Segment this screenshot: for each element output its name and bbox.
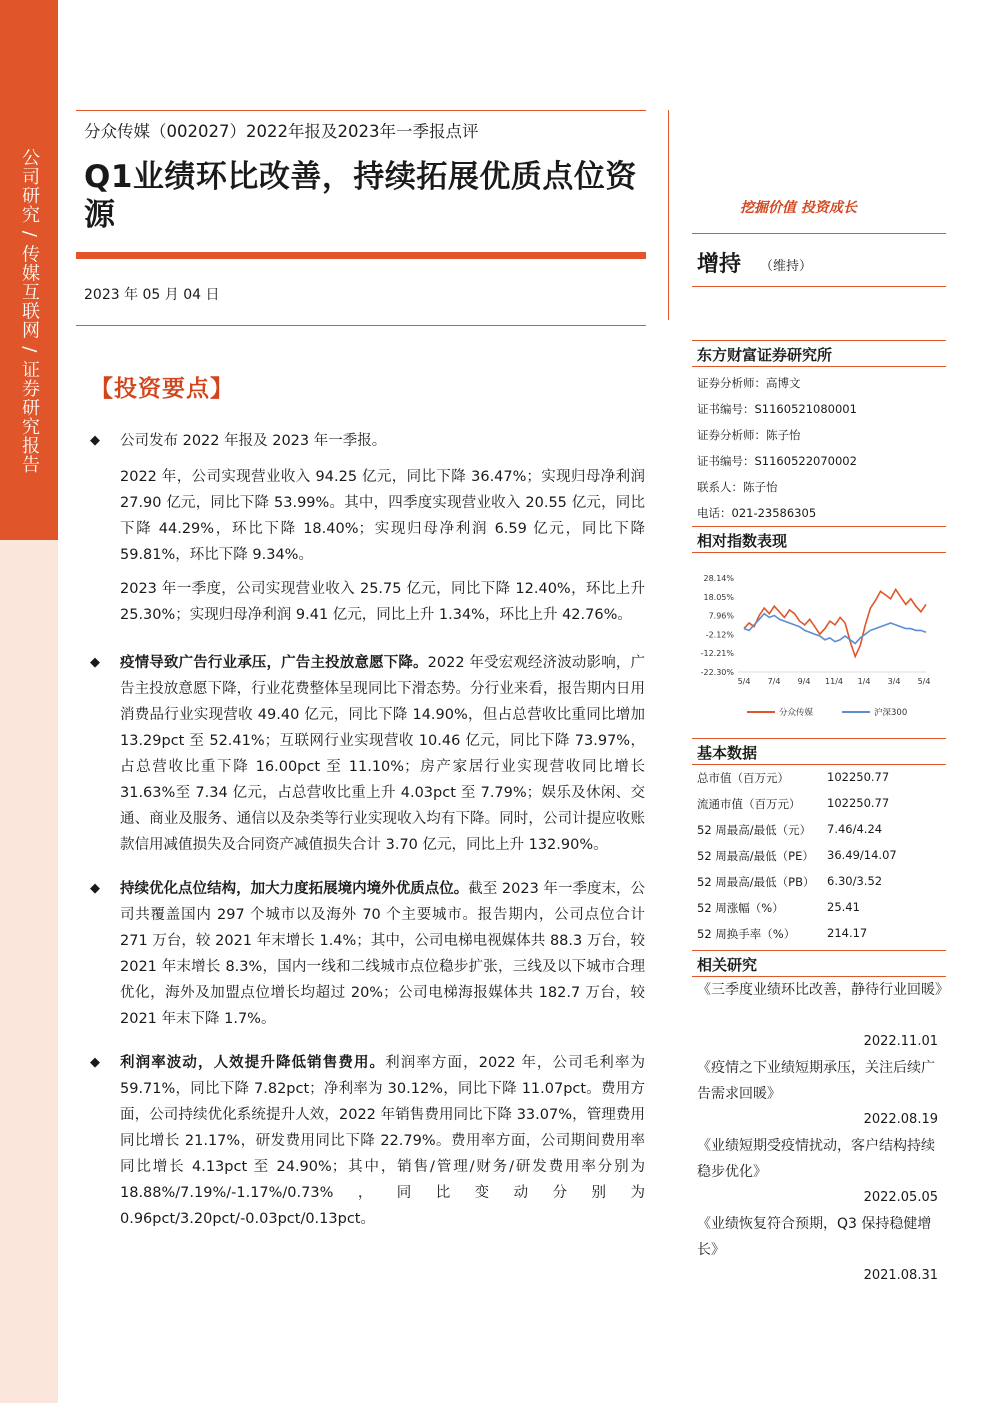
basic-label: 流通市值（百万元） bbox=[697, 797, 801, 811]
diamond-bullet-icon: ◆ bbox=[90, 433, 100, 448]
point-text: 公司发布 2022 年报及 2023 年一季报。 bbox=[120, 433, 387, 449]
point-lead: 持续优化点位结构，加大力度拓展境内境外优质点位。 bbox=[120, 881, 469, 897]
x-tick-label: 9/4 bbox=[797, 677, 811, 686]
legend-label: 沪深300 bbox=[874, 708, 908, 718]
x-tick-label: 7/4 bbox=[767, 677, 781, 686]
section-title: 【投资要点】 bbox=[90, 376, 234, 402]
x-tick-label: 11/4 bbox=[825, 677, 843, 686]
y-tick-label: -12.21% bbox=[700, 649, 734, 659]
analyst-line: 证券分析师：高博文 bbox=[697, 376, 801, 390]
diamond-bullet-icon: ◆ bbox=[90, 655, 100, 670]
basic-label: 52 周涨幅（%） bbox=[697, 901, 784, 915]
analyst-line: 证书编号：S1160521080001 bbox=[697, 402, 857, 416]
basic-label: 总市值（百万元） bbox=[697, 771, 789, 785]
institute-rule-bottom bbox=[692, 366, 946, 367]
basic-value: 25.41 bbox=[827, 900, 860, 914]
point-1 bbox=[90, 464, 645, 568]
related-report-date: 2021.08.31 bbox=[863, 1268, 938, 1283]
chart-rule-top bbox=[692, 526, 946, 527]
basic-value: 7.46/4.24 bbox=[827, 822, 883, 836]
basic-data-title: 基本数据 bbox=[697, 744, 758, 762]
related-report-date: 2022.05.05 bbox=[863, 1190, 938, 1205]
diamond-bullet-icon: ◆ bbox=[90, 1055, 100, 1070]
series-line bbox=[744, 614, 926, 644]
rating-rule-bottom bbox=[692, 286, 946, 287]
y-tick-label: 7.96% bbox=[708, 611, 734, 621]
relative-index-chart bbox=[692, 566, 946, 726]
analyst-line: 电话：021-23586305 bbox=[697, 506, 817, 520]
y-tick-label: -2.12% bbox=[705, 630, 734, 640]
x-tick-label: 5/4 bbox=[737, 677, 751, 686]
basic-rule-bottom bbox=[692, 764, 946, 765]
x-tick-label: 1/4 bbox=[857, 677, 871, 686]
analyst-line: 联系人：陈子怡 bbox=[697, 480, 778, 494]
point-4 bbox=[90, 876, 645, 1032]
rating-note: （维持） bbox=[760, 259, 813, 274]
diamond-bullet-icon: ◆ bbox=[90, 881, 100, 896]
header-divider bbox=[668, 110, 669, 320]
point-text: 2022 年，公司实现营业收入 94.25 亿元，同比下降 36.47%；实现归母净利润 27.90 亿元，同比下降 53.99%。其中，四季度实现营业收入 20.55 亿元，同比下降 44.29%，环比下降 18.40%；实现归母净利润 6.59 亿元，同比下降 59.81%，环比下降 9.34%。 bbox=[120, 469, 645, 563]
basic-label: 52 周最高/最低（PE） bbox=[697, 849, 814, 863]
page-title: Q1业绩环比改善，持续拓展优质点位资源 bbox=[84, 159, 637, 233]
basic-value: 214.17 bbox=[827, 926, 868, 940]
point-2 bbox=[90, 576, 645, 628]
basic-value: 102250.77 bbox=[827, 770, 890, 784]
analyst-line: 证书编号：S1160522070002 bbox=[697, 454, 857, 468]
point-text: 2022 年受宏观经济波动影响，广告主投放意愿下降，行业花费整体呈现同比下滑态势。分行业来看，报告期内日用消费品行业实现营收 49.40 亿元，同比下降 14.90%，但占总营收比重同比增加 13.29pct 至 52.41%；互联网行业实现营收 10.46 亿元，同比下降 73.97%，占总营收比重下降 16.00pct 至 11.10%；房产家居行业实现营收同比增长 31.63%至 7.34 亿元，占总营收比重上升 4.03pct 至 7.79%；娱乐及休闲、交通、商业及服务、通信以及杂类等行业实现收入均有下降。同时，公司计提应收账款信用减值损失及合同资产减值损失合计 3.70 亿元，同比上升 132.90%。 bbox=[120, 655, 645, 853]
basic-value: 36.49/14.07 bbox=[827, 848, 897, 862]
point-lead: 利润率波动，人效提升降低销售费用。 bbox=[120, 1055, 386, 1071]
related-title: 相关研究 bbox=[697, 956, 758, 974]
related-rule-top bbox=[692, 950, 946, 951]
basic-value: 102250.77 bbox=[827, 796, 890, 810]
point-5 bbox=[90, 1050, 645, 1232]
basic-label: 52 周最高/最低（元） bbox=[697, 823, 812, 837]
investment-points bbox=[90, 428, 645, 1242]
point-lead: 疫情导致广告行业承压，广告主投放意愿下降。 bbox=[120, 655, 428, 671]
point-0 bbox=[90, 428, 645, 454]
y-tick-label: -22.30% bbox=[700, 668, 734, 677]
institute-name: 东方财富证券研究所 bbox=[697, 346, 833, 364]
basic-value: 6.30/3.52 bbox=[827, 874, 883, 888]
report-date: 2023 年 05 月 04 日 bbox=[84, 287, 220, 303]
sidebar bbox=[0, 0, 58, 1403]
point-text: 截至 2023 年一季度末，公司共覆盖国内 297 个城市以及海外 70 个主要城市。报告期内，公司点位合计 271 万台，较 2021 年末增长 1.4%；其中，公司电梯电视媒体共 88.3 万台，较 2021 年末增长 8.3%，国内一线和二线城市点位稳步扩张，三线及以下城市合理优化，海外及加盟点位增长均超过 20%；公司电梯海报媒体共 182.7 万台，较 2021 年末下降 1.7%。 bbox=[120, 881, 645, 1027]
sidebar-label: 公司研究 / 传媒互联网 / 证券研究报告 bbox=[19, 148, 40, 475]
y-tick-label: 28.14% bbox=[703, 574, 734, 583]
point-text: 2023 年一季度，公司实现营业收入 25.75 亿元，同比下降 12.40%，环比上升 25.30%；实现归母净利润 9.41 亿元，同比上升 1.34%，环比上升 42.76%。 bbox=[120, 581, 645, 623]
rating: 增持 bbox=[697, 252, 742, 277]
related-report-title[interactable]: 《疫情之下业绩短期承压，关注后续广告需求回暖》 bbox=[697, 1060, 935, 1102]
point-text: 利润率方面，2022 年，公司毛利率为 59.71%，同比下降 7.82pct；净利率为 30.12%，同比下降 11.07pct。费用方面，公司持续优化系统提升人效，2022 年销售费用同比下降 33.07%，管理费用同比增长 21.17%，研发费用同比下降 22.79%。费用率方面，公司期间费用率同比增长 4.13pct 至 24.90%；其中，销售/管理/财务/研发费用率分别为 18.88%/7.19%/-1.17%/0.73%，同比变动分别为 0.96pct/3.20pct/-0.03pct/0.13pct。 bbox=[120, 1055, 645, 1227]
chart-title: 相对指数表现 bbox=[697, 532, 788, 550]
related-report-title[interactable]: 《业绩恢复符合预期，Q3 保持稳健增长》 bbox=[697, 1216, 932, 1258]
related-report-date: 2022.08.19 bbox=[863, 1112, 938, 1127]
basic-rule-top bbox=[692, 738, 946, 739]
header-rule-top bbox=[76, 110, 646, 111]
basic-label: 52 周换手率（%） bbox=[697, 927, 796, 941]
point-3 bbox=[90, 650, 645, 858]
slogan: 挖掘价值 投资成长 bbox=[740, 200, 857, 216]
chart-rule-bottom bbox=[692, 552, 946, 553]
analyst-line: 证券分析师：陈子怡 bbox=[697, 428, 801, 442]
series-line bbox=[744, 589, 926, 656]
related-report-date: 2022.11.01 bbox=[863, 1034, 938, 1049]
y-tick-label: 18.05% bbox=[703, 592, 734, 602]
related-report-title[interactable]: 《业绩短期受疫情扰动，客户结构持续稳步优化》 bbox=[697, 1138, 935, 1180]
report-subtitle: 分众传媒（002027）2022年报及2023年一季报点评 bbox=[84, 122, 479, 141]
legend-label: 分众传媒 bbox=[779, 708, 814, 718]
rating-rule-top bbox=[692, 233, 946, 234]
basic-label: 52 周最高/最低（PB） bbox=[697, 875, 815, 889]
title-bar bbox=[76, 252, 646, 259]
institute-rule-top bbox=[692, 340, 946, 341]
related-report-title[interactable]: 《三季度业绩环比改善，静待行业回暖》 bbox=[697, 982, 949, 998]
x-tick-label: 5/4 bbox=[917, 677, 931, 686]
x-tick-label: 3/4 bbox=[887, 677, 901, 686]
header-rule-bottom bbox=[76, 325, 646, 326]
